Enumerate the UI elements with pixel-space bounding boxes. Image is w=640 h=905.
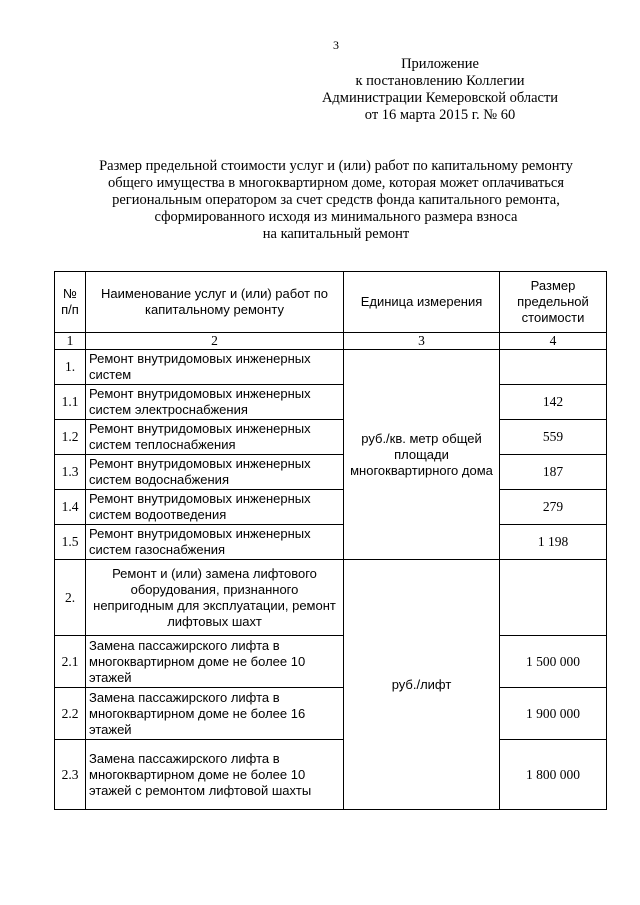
row-name: Замена пассажирского лифта в многоквартирном доме не более 10 этажей с ремонтом лифтовой шахты [86, 740, 344, 810]
column-number: 3 [344, 333, 500, 350]
document-title [66, 158, 606, 243]
title-line: Размер предельной стоимости услуг и (или) работ по капитальному ремонту [99, 158, 573, 174]
title-line: на капитальный ремонт [262, 226, 410, 242]
row-name: Ремонт внутридомовых инженерных систем [86, 350, 344, 385]
title-line: региональным оператором за счет средств фонда капитального ремонта, [112, 192, 560, 208]
header-num: № п/п [55, 272, 86, 333]
row-number: 1.4 [55, 490, 86, 525]
row-number: 2. [55, 560, 86, 636]
row-value: 1 500 000 [500, 636, 607, 688]
row-value: 1 198 [500, 525, 607, 560]
table-row [55, 385, 607, 420]
unit-cell: руб./кв. метр общей площади многоквартирного дома [344, 350, 500, 560]
header-unit: Единица измерения [344, 272, 500, 333]
appendix-line: Приложение [401, 56, 479, 72]
row-value: 279 [500, 490, 607, 525]
row-value: 187 [500, 455, 607, 490]
table-row [55, 490, 607, 525]
row-name: Ремонт внутридомовых инженерных систем водоснабжения [86, 455, 344, 490]
column-number: 1 [55, 333, 86, 350]
header-name: Наименование услуг и (или) работ по капитальному ремонту [86, 272, 344, 333]
column-number: 2 [86, 333, 344, 350]
title-line: общего имущества в многоквартирном доме, которая может оплачиваться [107, 175, 565, 191]
header-value: Размер предельной стоимости [500, 272, 607, 333]
row-name: Ремонт внутридомовых инженерных систем теплоснабжения [86, 420, 344, 455]
column-number: 4 [500, 333, 607, 350]
row-value: 142 [500, 385, 607, 420]
row-name: Ремонт и (или) замена лифтового оборудования, признанного непригодным для эксплуатации, ремонт лифтовых шахт [86, 560, 344, 636]
row-number: 1. [55, 350, 86, 385]
table-row [55, 636, 607, 688]
row-value [500, 560, 607, 636]
row-value [500, 350, 607, 385]
appendix-line: от 16 марта 2015 г. № 60 [364, 107, 516, 123]
table-row [55, 560, 607, 636]
appendix-line: Администрации Кемеровской области [321, 90, 559, 106]
row-name: Ремонт внутридомовых инженерных систем газоснабжения [86, 525, 344, 560]
table-row [55, 525, 607, 560]
row-value: 1 800 000 [500, 740, 607, 810]
appendix-block [300, 56, 580, 124]
table-header-row [55, 272, 607, 333]
row-name: Замена пассажирского лифта в многоквартирном доме не более 10 этажей [86, 636, 344, 688]
table-row [55, 420, 607, 455]
cost-table [54, 271, 607, 810]
table-row [55, 350, 607, 385]
row-name: Ремонт внутридомовых инженерных систем водоотведения [86, 490, 344, 525]
row-number: 2.3 [55, 740, 86, 810]
row-value: 559 [500, 420, 607, 455]
table-row [55, 455, 607, 490]
row-number: 2.2 [55, 688, 86, 740]
row-name: Ремонт внутридомовых инженерных систем электроснабжения [86, 385, 344, 420]
title-line: сформированного исходя из минимального размера взноса [154, 209, 518, 225]
row-name: Замена пассажирского лифта в многоквартирном доме не более 16 этажей [86, 688, 344, 740]
row-number: 2.1 [55, 636, 86, 688]
row-number: 1.5 [55, 525, 86, 560]
table-row [55, 688, 607, 740]
row-number: 1.1 [55, 385, 86, 420]
row-value: 1 900 000 [500, 688, 607, 740]
page-number: 3 [333, 38, 339, 52]
row-number: 1.2 [55, 420, 86, 455]
column-number-row [55, 333, 607, 350]
table-row [55, 740, 607, 810]
appendix-line: к постановлению Коллегии [355, 73, 525, 89]
row-number: 1.3 [55, 455, 86, 490]
unit-cell: руб./лифт [344, 560, 500, 810]
